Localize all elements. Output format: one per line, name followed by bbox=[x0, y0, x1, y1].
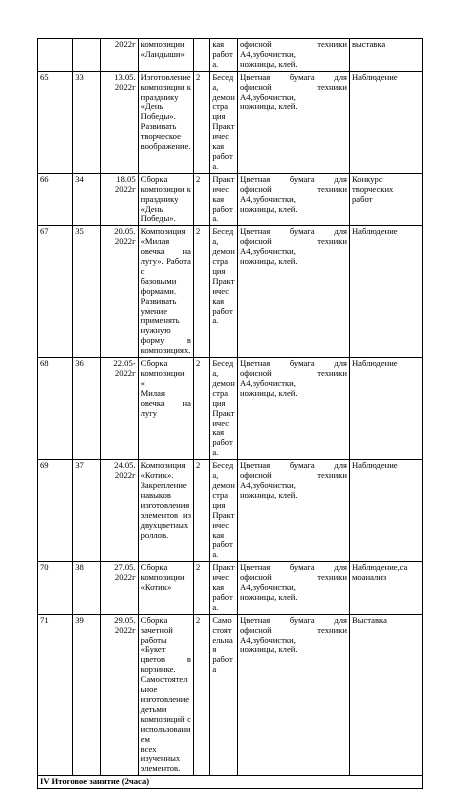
lesson-form-cell bbox=[210, 614, 238, 776]
table-row bbox=[38, 173, 423, 226]
cell-line: А4,зубочистки, bbox=[240, 377, 296, 388]
topic-cell bbox=[138, 39, 193, 72]
topic-cell bbox=[138, 460, 193, 562]
cell-line: офисной техники bbox=[240, 624, 347, 635]
control-form-cell bbox=[349, 614, 422, 776]
topic-cell bbox=[138, 71, 193, 173]
hours-cell bbox=[193, 39, 209, 72]
cell-line: Сборка bbox=[140, 358, 168, 369]
date-cell: 29.05. 2022г bbox=[100, 614, 138, 776]
cell-line: офисной техники bbox=[240, 470, 347, 481]
table-row bbox=[38, 562, 423, 615]
cell-line: офисной техники bbox=[240, 39, 347, 49]
cell-line: А4,зубочистки, bbox=[240, 91, 296, 102]
cell-line: творческое bbox=[140, 131, 181, 142]
cell-line: Практичес bbox=[212, 173, 235, 194]
lesson-number-cell: 35 bbox=[73, 226, 101, 358]
cell-line: Беседа, bbox=[212, 71, 234, 92]
cell-line: ция bbox=[212, 397, 226, 408]
control-form-cell bbox=[349, 460, 422, 562]
cell-line: А4,зубочистки, bbox=[240, 634, 296, 645]
cell-line: кая работа. bbox=[212, 193, 233, 224]
row-number-cell: 69 bbox=[38, 460, 73, 562]
cell-line: моанализ bbox=[351, 572, 387, 583]
hours-cell: 2 bbox=[193, 614, 209, 776]
cell-line: празднику «День bbox=[140, 193, 179, 214]
cell-line: Сборка bbox=[140, 173, 168, 184]
control-form-cell bbox=[349, 71, 422, 173]
lesson-plan-table bbox=[37, 38, 423, 789]
cell-line: ножницы, клей. bbox=[240, 591, 298, 602]
cell-line: кая работа. bbox=[212, 529, 233, 560]
cell-line: ножницы, клей. bbox=[240, 387, 298, 398]
cell-line: Наблюдение bbox=[351, 71, 398, 82]
cell-line: работы «Букет bbox=[140, 634, 167, 655]
control-form-cell bbox=[349, 173, 422, 226]
cell-line: Милая овечка на bbox=[140, 387, 191, 408]
cell-line: ножницы, клей. bbox=[240, 644, 298, 655]
date-cell: 2022г bbox=[100, 39, 138, 72]
control-form-cell bbox=[349, 226, 422, 358]
cell-line: базовыми bbox=[140, 275, 177, 286]
materials-cell bbox=[238, 226, 350, 358]
row-number-cell: 66 bbox=[38, 173, 73, 226]
cell-line: Цветная бумага для bbox=[240, 358, 347, 369]
lesson-number-cell: 38 bbox=[73, 562, 101, 615]
cell-line: Цветная бумага для bbox=[240, 460, 347, 471]
topic-cell bbox=[138, 562, 193, 615]
cell-line: ножницы, клей. bbox=[240, 489, 298, 500]
section-row bbox=[38, 776, 423, 789]
cell-line: работа bbox=[212, 654, 233, 675]
cell-line: демонстра bbox=[212, 479, 235, 500]
cell-line: А4,зубочистки, bbox=[240, 48, 296, 59]
cell-line: Развивать умение bbox=[140, 295, 177, 316]
cell-line: Цветная бумага для bbox=[240, 71, 347, 82]
cell-line: Практичес bbox=[212, 275, 235, 296]
materials-cell bbox=[238, 614, 350, 776]
lesson-number-cell: 34 bbox=[73, 173, 101, 226]
topic-cell bbox=[138, 226, 193, 358]
table-row bbox=[38, 71, 423, 173]
hours-cell: 2 bbox=[193, 71, 209, 173]
cell-line: применять нужную bbox=[140, 315, 180, 336]
cell-line: кая работа. bbox=[212, 39, 233, 69]
cell-line: Беседа, bbox=[212, 358, 234, 378]
cell-line: Беседа, bbox=[212, 460, 234, 481]
cell-line: ножницы, клей. bbox=[240, 101, 298, 112]
cell-line: цветов в корзинке. bbox=[140, 654, 191, 675]
cell-line: офисной техники bbox=[240, 81, 347, 92]
cell-line: Сборка bbox=[140, 562, 168, 573]
date-cell: 24.05. 2022г bbox=[100, 460, 138, 562]
cell-line: воображение. bbox=[140, 141, 191, 152]
cell-line: Наблюдение,са bbox=[351, 562, 408, 573]
cell-line: изготовление bbox=[140, 694, 190, 704]
cell-line: работ bbox=[351, 193, 373, 204]
table-row bbox=[38, 39, 423, 72]
cell-line: композициях. bbox=[140, 345, 191, 356]
lesson-number-cell: 37 bbox=[73, 460, 101, 562]
cell-line: Победы». bbox=[140, 213, 176, 224]
cell-line: Беседа, bbox=[212, 226, 234, 247]
row-number-cell: 71 bbox=[38, 614, 73, 776]
cell-line: Закрепление bbox=[140, 479, 187, 490]
cell-line: Цветная бумага для bbox=[240, 226, 347, 237]
cell-line: Конкурс bbox=[351, 173, 383, 184]
lesson-form-cell bbox=[210, 39, 238, 72]
hours-cell: 2 bbox=[193, 226, 209, 358]
cell-line: демонстра bbox=[212, 246, 235, 267]
cell-line: офисной техники bbox=[240, 572, 347, 583]
cell-line: кая работа. bbox=[212, 141, 233, 171]
cell-line: лугу». Работа с bbox=[140, 256, 191, 276]
control-form-cell bbox=[349, 39, 422, 72]
topic-cell bbox=[138, 358, 193, 460]
cell-line: Самостоят bbox=[212, 614, 232, 635]
control-form-cell bbox=[349, 358, 422, 460]
cell-line: формами. bbox=[140, 285, 177, 296]
row-number-cell: 70 bbox=[38, 562, 73, 615]
date-cell: 18.05 2022г bbox=[100, 173, 138, 226]
cell-line: детьми bbox=[140, 703, 167, 714]
cell-line: форму в bbox=[140, 335, 191, 346]
cell-line: празднику «День bbox=[140, 91, 179, 112]
topic-cell bbox=[138, 173, 193, 226]
cell-line: композиции bbox=[140, 572, 185, 583]
hours-cell: 2 bbox=[193, 460, 209, 562]
lesson-plan-body bbox=[38, 39, 423, 776]
materials-cell bbox=[238, 173, 350, 226]
cell-line: Цветная бумага для bbox=[240, 562, 347, 573]
cell-line: композиции bbox=[140, 39, 185, 49]
row-number-cell: 68 bbox=[38, 358, 73, 460]
cell-line: Победы». bbox=[140, 111, 176, 122]
cell-line: А4,зубочистки, bbox=[240, 193, 296, 204]
section-title: IV Итоговое занятие (2часа) bbox=[38, 776, 423, 789]
cell-line: лугу bbox=[140, 407, 158, 418]
cell-line: Наблюдение bbox=[351, 358, 398, 369]
cell-line: роллов. bbox=[140, 529, 169, 540]
materials-cell bbox=[238, 71, 350, 173]
cell-line: Цветная бумага для bbox=[240, 614, 347, 625]
cell-line: композиции к bbox=[140, 81, 191, 92]
hours-cell: 2 bbox=[193, 358, 209, 460]
materials-cell bbox=[238, 39, 350, 72]
row-number-cell: 67 bbox=[38, 226, 73, 358]
cell-line: композиции « bbox=[140, 368, 185, 388]
table-row bbox=[38, 614, 423, 776]
lesson-form-cell bbox=[210, 460, 238, 562]
lesson-number-cell bbox=[73, 39, 101, 72]
cell-line: Композиция bbox=[140, 460, 186, 471]
lesson-form-cell bbox=[210, 562, 238, 615]
hours-cell: 2 bbox=[193, 562, 209, 615]
cell-line: Изготовление bbox=[140, 71, 191, 82]
cell-line: ция bbox=[212, 265, 226, 276]
cell-line: А4,зубочистки, bbox=[240, 246, 296, 257]
cell-line: элементов. bbox=[140, 763, 181, 774]
cell-line: Сборка зачетной bbox=[140, 614, 173, 635]
cell-line: ция bbox=[212, 111, 226, 122]
cell-line: кая работа. bbox=[212, 582, 233, 612]
cell-line: офисной техники bbox=[240, 183, 347, 194]
cell-line: офисной техники bbox=[240, 236, 347, 247]
cell-line: творческих bbox=[351, 183, 394, 194]
cell-line: Цветная бумага для bbox=[240, 173, 347, 184]
table-row bbox=[38, 226, 423, 358]
cell-line: офисной техники bbox=[240, 368, 347, 378]
date-cell: 20.05. 2022г bbox=[100, 226, 138, 358]
hours-cell: 2 bbox=[193, 173, 209, 226]
topic-cell bbox=[138, 614, 193, 776]
cell-line: Развивать bbox=[140, 121, 177, 132]
cell-line: демонстра bbox=[212, 91, 235, 112]
table-row bbox=[38, 460, 423, 562]
date-cell: 22.05- 2022г bbox=[100, 358, 138, 460]
materials-cell bbox=[238, 460, 350, 562]
cell-line: Практичес bbox=[212, 509, 235, 530]
cell-line: Практичес bbox=[212, 407, 235, 428]
date-cell: 13.05. 2022г bbox=[100, 71, 138, 173]
lesson-form-cell bbox=[210, 226, 238, 358]
cell-line: двухцветных bbox=[140, 519, 189, 530]
cell-line: Практичес bbox=[212, 562, 235, 583]
cell-line: кая работа. bbox=[212, 295, 233, 326]
cell-line: всех изученных bbox=[140, 743, 181, 764]
cell-line: «Котик» bbox=[140, 582, 172, 593]
control-form-cell bbox=[349, 562, 422, 615]
cell-line: А4,зубочистки, bbox=[240, 479, 296, 490]
cell-line: выставка bbox=[351, 39, 386, 49]
cell-line: Наблюдение bbox=[351, 226, 398, 237]
row-number-cell bbox=[38, 39, 73, 72]
lesson-number-cell: 39 bbox=[73, 614, 101, 776]
cell-line: Выставка bbox=[351, 614, 387, 625]
cell-line: изготовления bbox=[140, 499, 190, 510]
row-number-cell: 65 bbox=[38, 71, 73, 173]
lesson-number-cell: 36 bbox=[73, 358, 101, 460]
cell-line: Наблюдение bbox=[351, 460, 398, 471]
date-cell: 27.05. 2022г bbox=[100, 562, 138, 615]
cell-line: композиции к bbox=[140, 183, 191, 194]
cell-line: ельная bbox=[212, 634, 233, 655]
cell-line: композиций с bbox=[140, 713, 191, 724]
lesson-number-cell: 33 bbox=[73, 71, 101, 173]
materials-cell bbox=[238, 562, 350, 615]
cell-line: кая работа. bbox=[212, 427, 233, 458]
cell-line: ножницы, клей. bbox=[240, 256, 298, 267]
cell-line: демонстра bbox=[212, 377, 235, 398]
cell-line: Композиция bbox=[140, 226, 186, 237]
lesson-form-cell bbox=[210, 71, 238, 173]
cell-line: ция bbox=[212, 499, 226, 510]
materials-cell bbox=[238, 358, 350, 460]
cell-line: навыков bbox=[140, 489, 171, 500]
cell-line: ножницы, клей. bbox=[240, 203, 298, 214]
table-row bbox=[38, 358, 423, 460]
cell-line: использованием bbox=[140, 723, 191, 744]
cell-line: элементов из bbox=[140, 509, 191, 520]
cell-line: «Котик». bbox=[140, 470, 174, 481]
cell-line: Самостоятельное bbox=[140, 674, 188, 695]
cell-line: Практичес bbox=[212, 121, 235, 142]
cell-line: ножницы, клей. bbox=[240, 58, 298, 69]
cell-line: А4,зубочистки, bbox=[240, 582, 296, 593]
cell-line: «Милая овечка на bbox=[140, 236, 191, 257]
lesson-form-cell bbox=[210, 358, 238, 460]
lesson-form-cell bbox=[210, 173, 238, 226]
cell-line: «Ландыши» bbox=[140, 48, 185, 59]
